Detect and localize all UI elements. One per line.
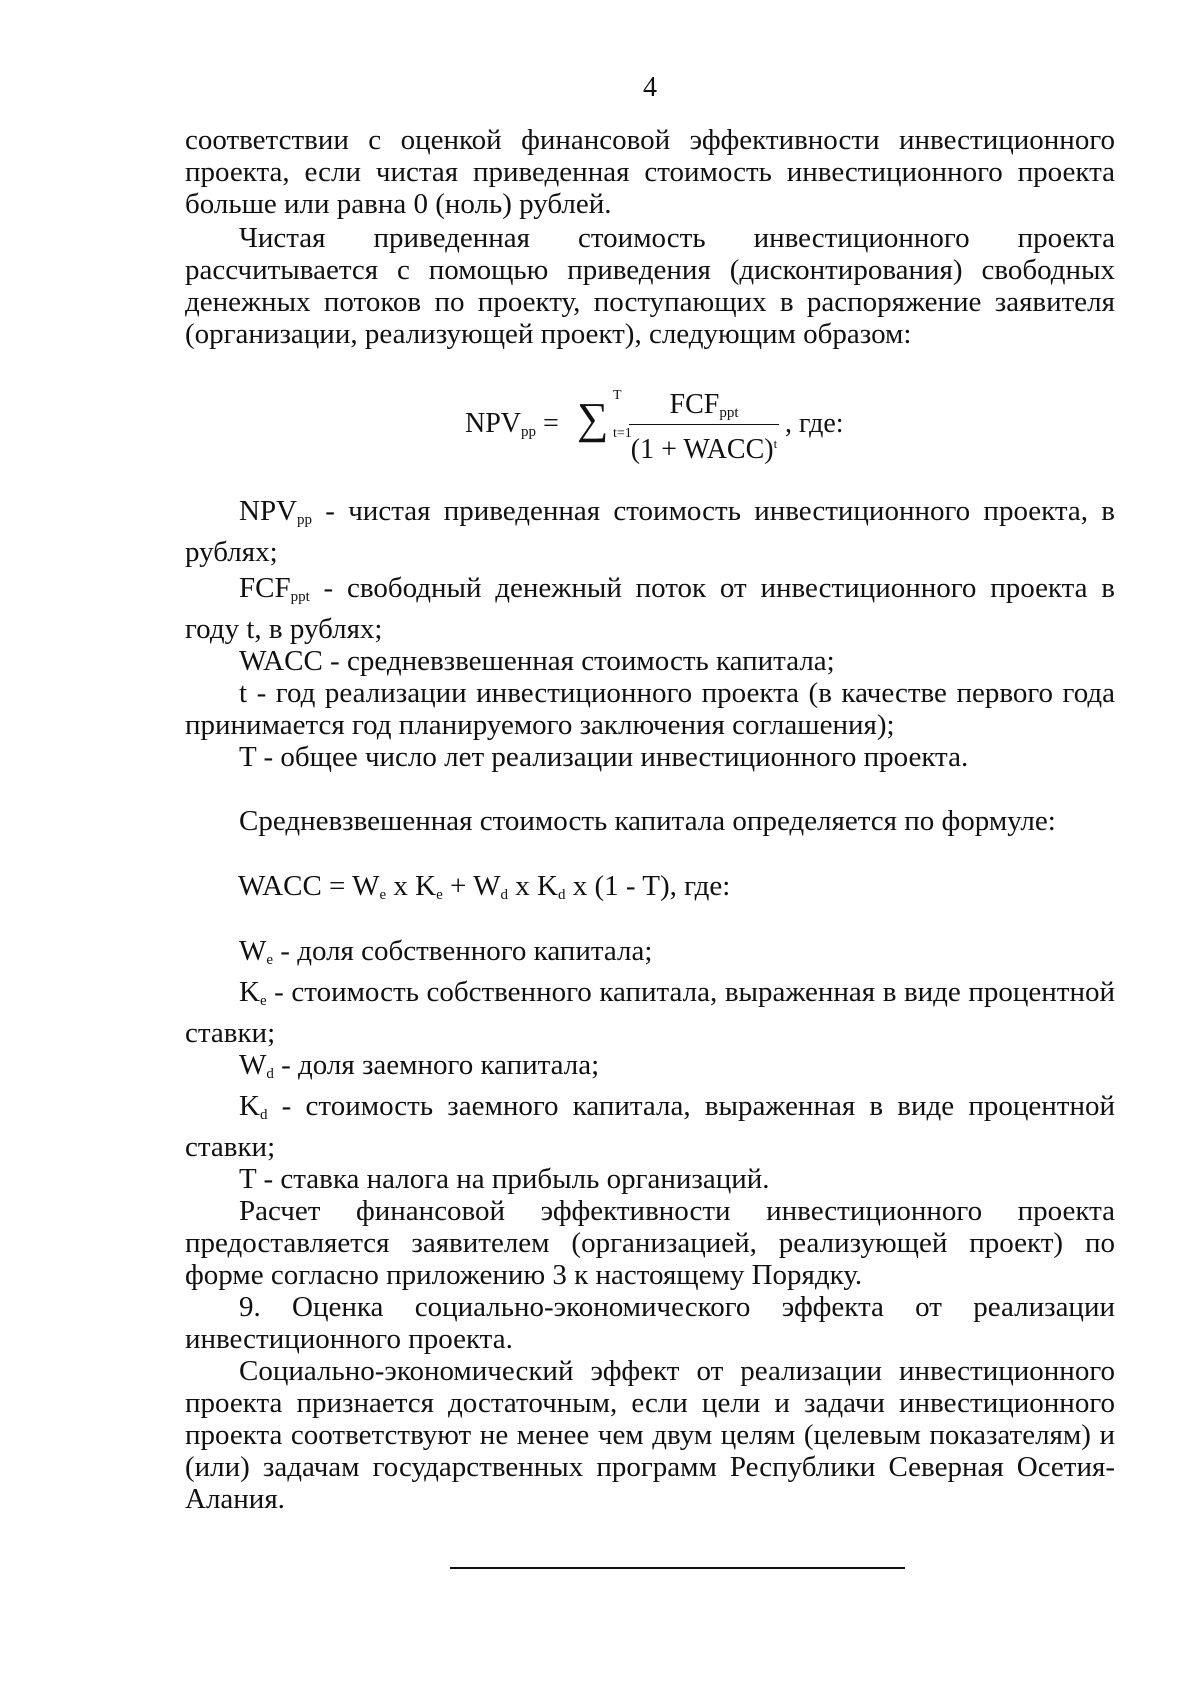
formula-npv-symbol: NPV <box>465 408 522 439</box>
definition-symbol: t <box>239 677 248 709</box>
definition-T <box>185 741 1115 773</box>
wacc-sub: e <box>379 887 387 903</box>
definition-text: - свободный денежный поток от инвестиционного проекта в году t, в рублях; <box>185 572 1115 645</box>
definition-wacc <box>185 645 1115 677</box>
paragraph-calc: Расчет финансовой эффективности инвестиционного проекта предоставляется заявителем (организацией, реализующей проект) по форме согласно приложению 3 к настоящему Порядку. <box>185 1195 1115 1291</box>
definition-text: - год реализации инвестиционного проекта (в качестве первого года принимается год планируемого заключения соглашения); <box>185 677 1115 741</box>
sum-lower-limit: t=1 <box>613 426 632 441</box>
definition-we <box>185 935 1115 976</box>
wacc-sub: d <box>557 887 566 903</box>
definition-text: - доля собственного капитала; <box>273 935 653 967</box>
definition-subscript: d <box>259 1107 268 1123</box>
closing-paragraphs <box>185 1195 1115 1515</box>
definition-text: - ставка налога на прибыль организаций. <box>256 1163 770 1195</box>
definition-symbol: K <box>239 976 260 1008</box>
page-number: 4 <box>643 72 657 103</box>
formula-npv-lhs <box>465 408 559 441</box>
definition-text: - чистая приведенная стоимость инвестиционного проекта, в рублях; <box>185 495 1115 568</box>
denominator-exponent: t <box>773 436 778 451</box>
formula-equals: = <box>543 408 559 439</box>
wacc-intro-block <box>185 805 1115 837</box>
wacc-part: WACC = W <box>238 870 380 902</box>
end-separator-line <box>450 1567 905 1569</box>
definition-kd <box>185 1090 1115 1163</box>
sum-sign: ∑ <box>577 394 609 443</box>
definition-symbol: T <box>239 1163 257 1195</box>
definition-symbol: FCF <box>239 572 291 604</box>
definition-ke <box>185 976 1115 1049</box>
fraction-bar <box>629 424 779 425</box>
definition-symbol: W <box>239 935 267 967</box>
fraction-denominator <box>629 427 779 467</box>
formula-suffix: , где: <box>785 408 844 439</box>
formula-fraction <box>629 388 779 467</box>
paragraph-block-1 <box>185 124 1115 350</box>
definition-t <box>185 677 1115 741</box>
definition-fcf <box>185 572 1115 645</box>
definition-symbol: K <box>239 1090 260 1122</box>
paragraph-item-9: 9. Оценка социально-экономического эффекта от реализации инвестиционного проекта. <box>185 1291 1115 1355</box>
definition-symbol: W <box>239 1049 267 1081</box>
numerator-subscript: ppt <box>719 405 739 421</box>
definition-text: - доля заемного капитала; <box>273 1049 600 1081</box>
definition-symbol: WACC <box>239 645 323 677</box>
definition-subscript: e <box>266 952 274 968</box>
wacc-part: x K <box>386 870 437 902</box>
definition-subscript: ppt <box>290 589 310 605</box>
fraction-numerator <box>629 388 779 422</box>
definition-text: - стоимость заемного капитала, выраженная в виде процентной ставки; <box>185 1090 1115 1163</box>
paragraph-social-effect: Социально-экономический эффект от реализации инвестиционного проекта признается достаточным, если цели и задачи инвестиционного проекта соответствуют не менее чем двум целям (целевым показателям) и (или) задачам государственных программ Республики Северная Осетия-Алания. <box>185 1355 1115 1515</box>
paragraph-npv-intro: Чистая приведенная стоимость инвестиционного проекта рассчитывается с помощью приведения (дисконтирования) свободных денежных потоков по проекту, поступающих в распоряжение заявителя (организации, реализующей проект), следующим образом: <box>185 222 1115 350</box>
definition-symbol: T <box>239 741 257 773</box>
definition-subscript: e <box>259 993 267 1009</box>
wacc-part: x (1 - T), где: <box>565 870 731 902</box>
numerator-symbol: FCF <box>669 389 720 420</box>
paragraph-continuation: соответствии с оценкой финансовой эффективности инвестиционного проекта, если чистая приведенная стоимость инвестиционного проекта больше или равна 0 (ноль) рублей. <box>185 124 1115 220</box>
npv-definitions <box>185 495 1115 773</box>
definition-tax <box>185 1163 1115 1195</box>
npv-formula <box>465 388 1025 468</box>
definition-subscript: d <box>266 1066 274 1082</box>
definition-text: - общее число лет реализации инвестиционного проекта. <box>256 741 969 773</box>
wacc-sub: d <box>500 887 508 903</box>
paragraph-wacc-intro: Средневзвешенная стоимость капитала определяется по формуле: <box>239 805 1056 837</box>
definition-npv <box>185 495 1115 568</box>
wacc-sub: e <box>436 887 443 903</box>
definition-text: - стоимость собственного капитала, выраженная в виде процентной ставки; <box>185 976 1115 1049</box>
wacc-part: x K <box>508 870 558 902</box>
definition-wd <box>185 1049 1115 1090</box>
formula-npv-subscript: pp <box>521 424 537 440</box>
wacc-part: + W <box>442 870 501 902</box>
definition-subscript: pp <box>297 512 313 528</box>
wacc-formula <box>238 870 730 904</box>
wacc-definitions <box>185 935 1115 1195</box>
sum-upper-limit: T <box>613 388 622 403</box>
definition-text: - средневзвешенная стоимость капитала; <box>322 645 835 677</box>
denominator-text: (1 + WACC) <box>630 434 774 465</box>
definition-symbol: NPV <box>239 495 298 527</box>
